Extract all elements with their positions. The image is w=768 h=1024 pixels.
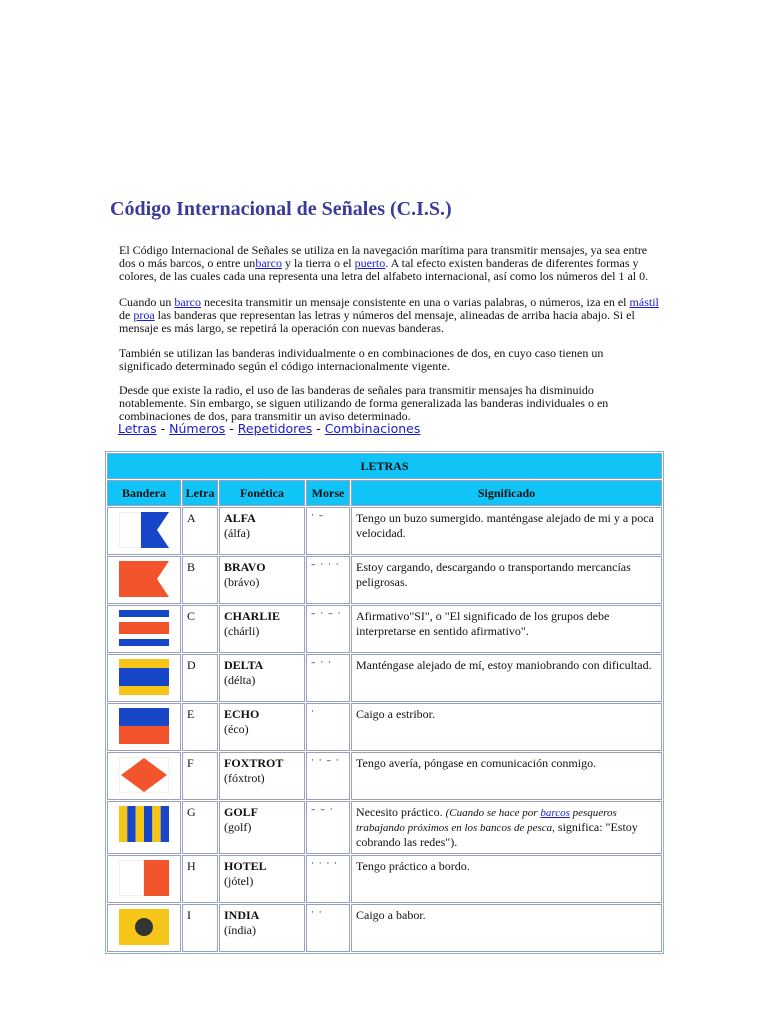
phonetic-cell — [219, 507, 305, 555]
morse-cell: · · – · — [306, 752, 350, 800]
meaning-cell: Tengo un buzo sumergido. manténgase alejado de mi y a poca velocidad. — [351, 507, 662, 555]
letter-cell: G — [182, 801, 218, 854]
morse-cell: · · · · — [306, 855, 350, 903]
letter-cell: B — [182, 556, 218, 604]
alfa-flag-icon — [119, 512, 169, 548]
morse-cell: – · · · — [306, 556, 350, 604]
phonetic-word: DELTA — [224, 658, 264, 672]
phonetic-word: ALFA — [224, 511, 256, 525]
letter-cell: A — [182, 507, 218, 555]
phonetic-cell — [219, 703, 305, 751]
phonetic-pronunciation: (éco) — [224, 722, 249, 736]
phonetic-cell — [219, 904, 305, 952]
morse-cell: · · — [306, 904, 350, 952]
nav-link-repetidores[interactable]: Repetidores — [237, 421, 313, 436]
nav-link-combinaciones[interactable]: Combinaciones — [324, 421, 421, 436]
letter-cell: H — [182, 855, 218, 903]
combinations-paragraph: También se utilizan las banderas individualmente o en combinaciones de dos, en cuyo caso tienen un significado determinado según el código internacionalmente vigente. — [119, 346, 604, 374]
phonetic-pronunciation: (índia) — [224, 923, 256, 937]
nav-separator: - — [312, 421, 325, 436]
paragraph-text: El Código Internacional de Señales se utiliza en la navegación marítima para transmitir mensajes, ya sea entre dos o más barcos, o entre un — [119, 243, 648, 271]
table-row — [107, 654, 662, 702]
meaning-cell: Caigo a babor. — [351, 904, 662, 952]
flag-cell — [107, 855, 181, 903]
phonetic-cell — [219, 605, 305, 653]
paragraph-text: y la tierra o el — [281, 256, 355, 271]
paragraph-text: Cuando un — [119, 295, 175, 309]
morse-cell: · – — [306, 507, 350, 555]
letter-cell: E — [182, 703, 218, 751]
paragraph-text: necesita transmitir un mensaje consistente en una o varias palabras, o números, iza en el — [201, 295, 630, 309]
nav-separator: - — [156, 421, 170, 436]
phonetic-pronunciation: (jótel) — [224, 874, 254, 888]
morse-cell: – · · — [306, 654, 350, 702]
paragraph-text: de — [119, 308, 134, 323]
col-header-fonetica: Fonética — [219, 480, 305, 506]
phonetic-word: GOLF — [224, 805, 259, 819]
phonetic-pronunciation: (álfa) — [224, 526, 250, 540]
morse-cell: · — [306, 703, 350, 751]
phonetic-pronunciation: (délta) — [224, 673, 256, 687]
flag-cell — [107, 801, 181, 854]
table-row — [107, 507, 662, 555]
flag-cell — [107, 507, 181, 555]
link-mastil[interactable]: mástil — [629, 295, 659, 309]
link-puerto[interactable]: puerto — [354, 256, 386, 271]
flag-cell — [107, 556, 181, 604]
flag-cell — [107, 654, 181, 702]
echo-flag-icon — [119, 708, 169, 744]
delta-flag-icon — [119, 659, 169, 695]
table-row — [107, 855, 662, 903]
phonetic-cell — [219, 801, 305, 854]
meaning-text: Necesito práctico. — [356, 805, 446, 819]
phonetic-word: CHARLIE — [224, 609, 281, 623]
charlie-flag-icon — [119, 610, 169, 646]
morse-cell: – · – · — [306, 605, 350, 653]
meaning-cell: Afirmativo"SI", o "El significado de los grupos debe interpretarse en sentido afirmativo". — [351, 605, 662, 653]
phonetic-word: ECHO — [224, 707, 260, 721]
meaning-cell: Tengo práctico a bordo. — [351, 855, 662, 903]
phonetic-word: FOXTROT — [224, 756, 284, 770]
table-row — [107, 752, 662, 800]
phonetic-pronunciation: (golf) — [224, 820, 252, 834]
flag-cell — [107, 904, 181, 952]
letter-cell: I — [182, 904, 218, 952]
meaning-cell: Manténgase alejado de mí, estoy maniobrando con dificultad. — [351, 654, 662, 702]
phonetic-word: HOTEL — [224, 859, 267, 873]
flag-cell — [107, 703, 181, 751]
phonetic-pronunciation: (fóxtrot) — [224, 771, 265, 785]
india-flag-icon — [119, 909, 169, 945]
page-title: Código Internacional de Señales (C.I.S.) — [110, 198, 452, 220]
col-header-bandera: Bandera — [107, 480, 181, 506]
letter-cell: F — [182, 752, 218, 800]
table-row — [107, 904, 662, 952]
bravo-flag-icon — [119, 561, 169, 597]
note-text: pesqueros trabajando próximos en los bancos de pesca, — [356, 807, 617, 834]
table-row — [107, 605, 662, 653]
phonetic-cell — [219, 752, 305, 800]
letters-table — [105, 451, 664, 954]
flag-cell — [107, 605, 181, 653]
col-header-significado: Significado — [351, 480, 662, 506]
nav-separator: - — [225, 421, 238, 436]
col-header-morse: Morse — [306, 480, 350, 506]
letter-cell: D — [182, 654, 218, 702]
table-row — [107, 703, 662, 751]
section-nav — [118, 421, 420, 436]
phonetic-pronunciation: (brávo) — [224, 575, 260, 589]
phonetic-word: BRAVO — [224, 560, 266, 574]
link-barco[interactable]: barco — [174, 295, 201, 309]
paragraph-text: las banderas que representan las letras y números del mensaje, alineadas de arriba hacia abajo. Si el mensaje es más largo, se repetirá la operación con nuevas banderas. — [119, 308, 635, 336]
meaning-text: significa: "Estoy cobrando las redes"). — [356, 820, 638, 849]
table-row — [107, 801, 662, 854]
link-barco[interactable]: barco — [255, 256, 282, 271]
phonetic-cell — [219, 556, 305, 604]
golf-flag-icon — [119, 806, 169, 842]
hotel-flag-icon — [119, 860, 169, 896]
flag-cell — [107, 752, 181, 800]
table-row — [107, 556, 662, 604]
note-text: (Cuando se hace por — [445, 807, 541, 819]
meaning-cell: Caigo a estribor. — [351, 703, 662, 751]
morse-cell: – – · — [306, 801, 350, 854]
phonetic-cell — [219, 855, 305, 903]
foxtrot-flag-icon — [119, 757, 169, 793]
phonetic-pronunciation: (chárli) — [224, 624, 260, 638]
nav-link-letras[interactable]: Letras — [118, 421, 157, 436]
intro-paragraph — [119, 244, 659, 284]
meaning-cell — [351, 801, 662, 854]
paragraph-text: . A tal efecto existen banderas de diferentes formas y colores, de las cuales cada una representa una letra del alfabeto internacional, así como los números del 1 al 0. — [119, 256, 649, 284]
letter-cell: C — [182, 605, 218, 653]
phonetic-cell — [219, 654, 305, 702]
col-header-letra: Letra — [182, 480, 218, 506]
meaning-cell: Tengo avería, póngase en comunicación conmigo. — [351, 752, 662, 800]
meaning-cell: Estoy cargando, descargando o transportando mercancías peligrosas. — [351, 556, 662, 604]
nav-link-numeros[interactable]: Números — [169, 421, 226, 436]
table-caption: LETRAS — [107, 453, 662, 479]
link-barcos[interactable]: barcos — [540, 807, 570, 819]
phonetic-word: INDIA — [224, 908, 260, 922]
radio-paragraph: Desde que existe la radio, el uso de las banderas de señales para transmitir mensajes ha disminuido notablemente. Sin embargo, se siguen utilizando de forma generalizada las banderas individuales o en combinaciones de dos, para transmitir un aviso determinado. — [119, 383, 609, 424]
link-proa[interactable]: proa — [133, 308, 155, 323]
usage-paragraph — [119, 296, 659, 336]
